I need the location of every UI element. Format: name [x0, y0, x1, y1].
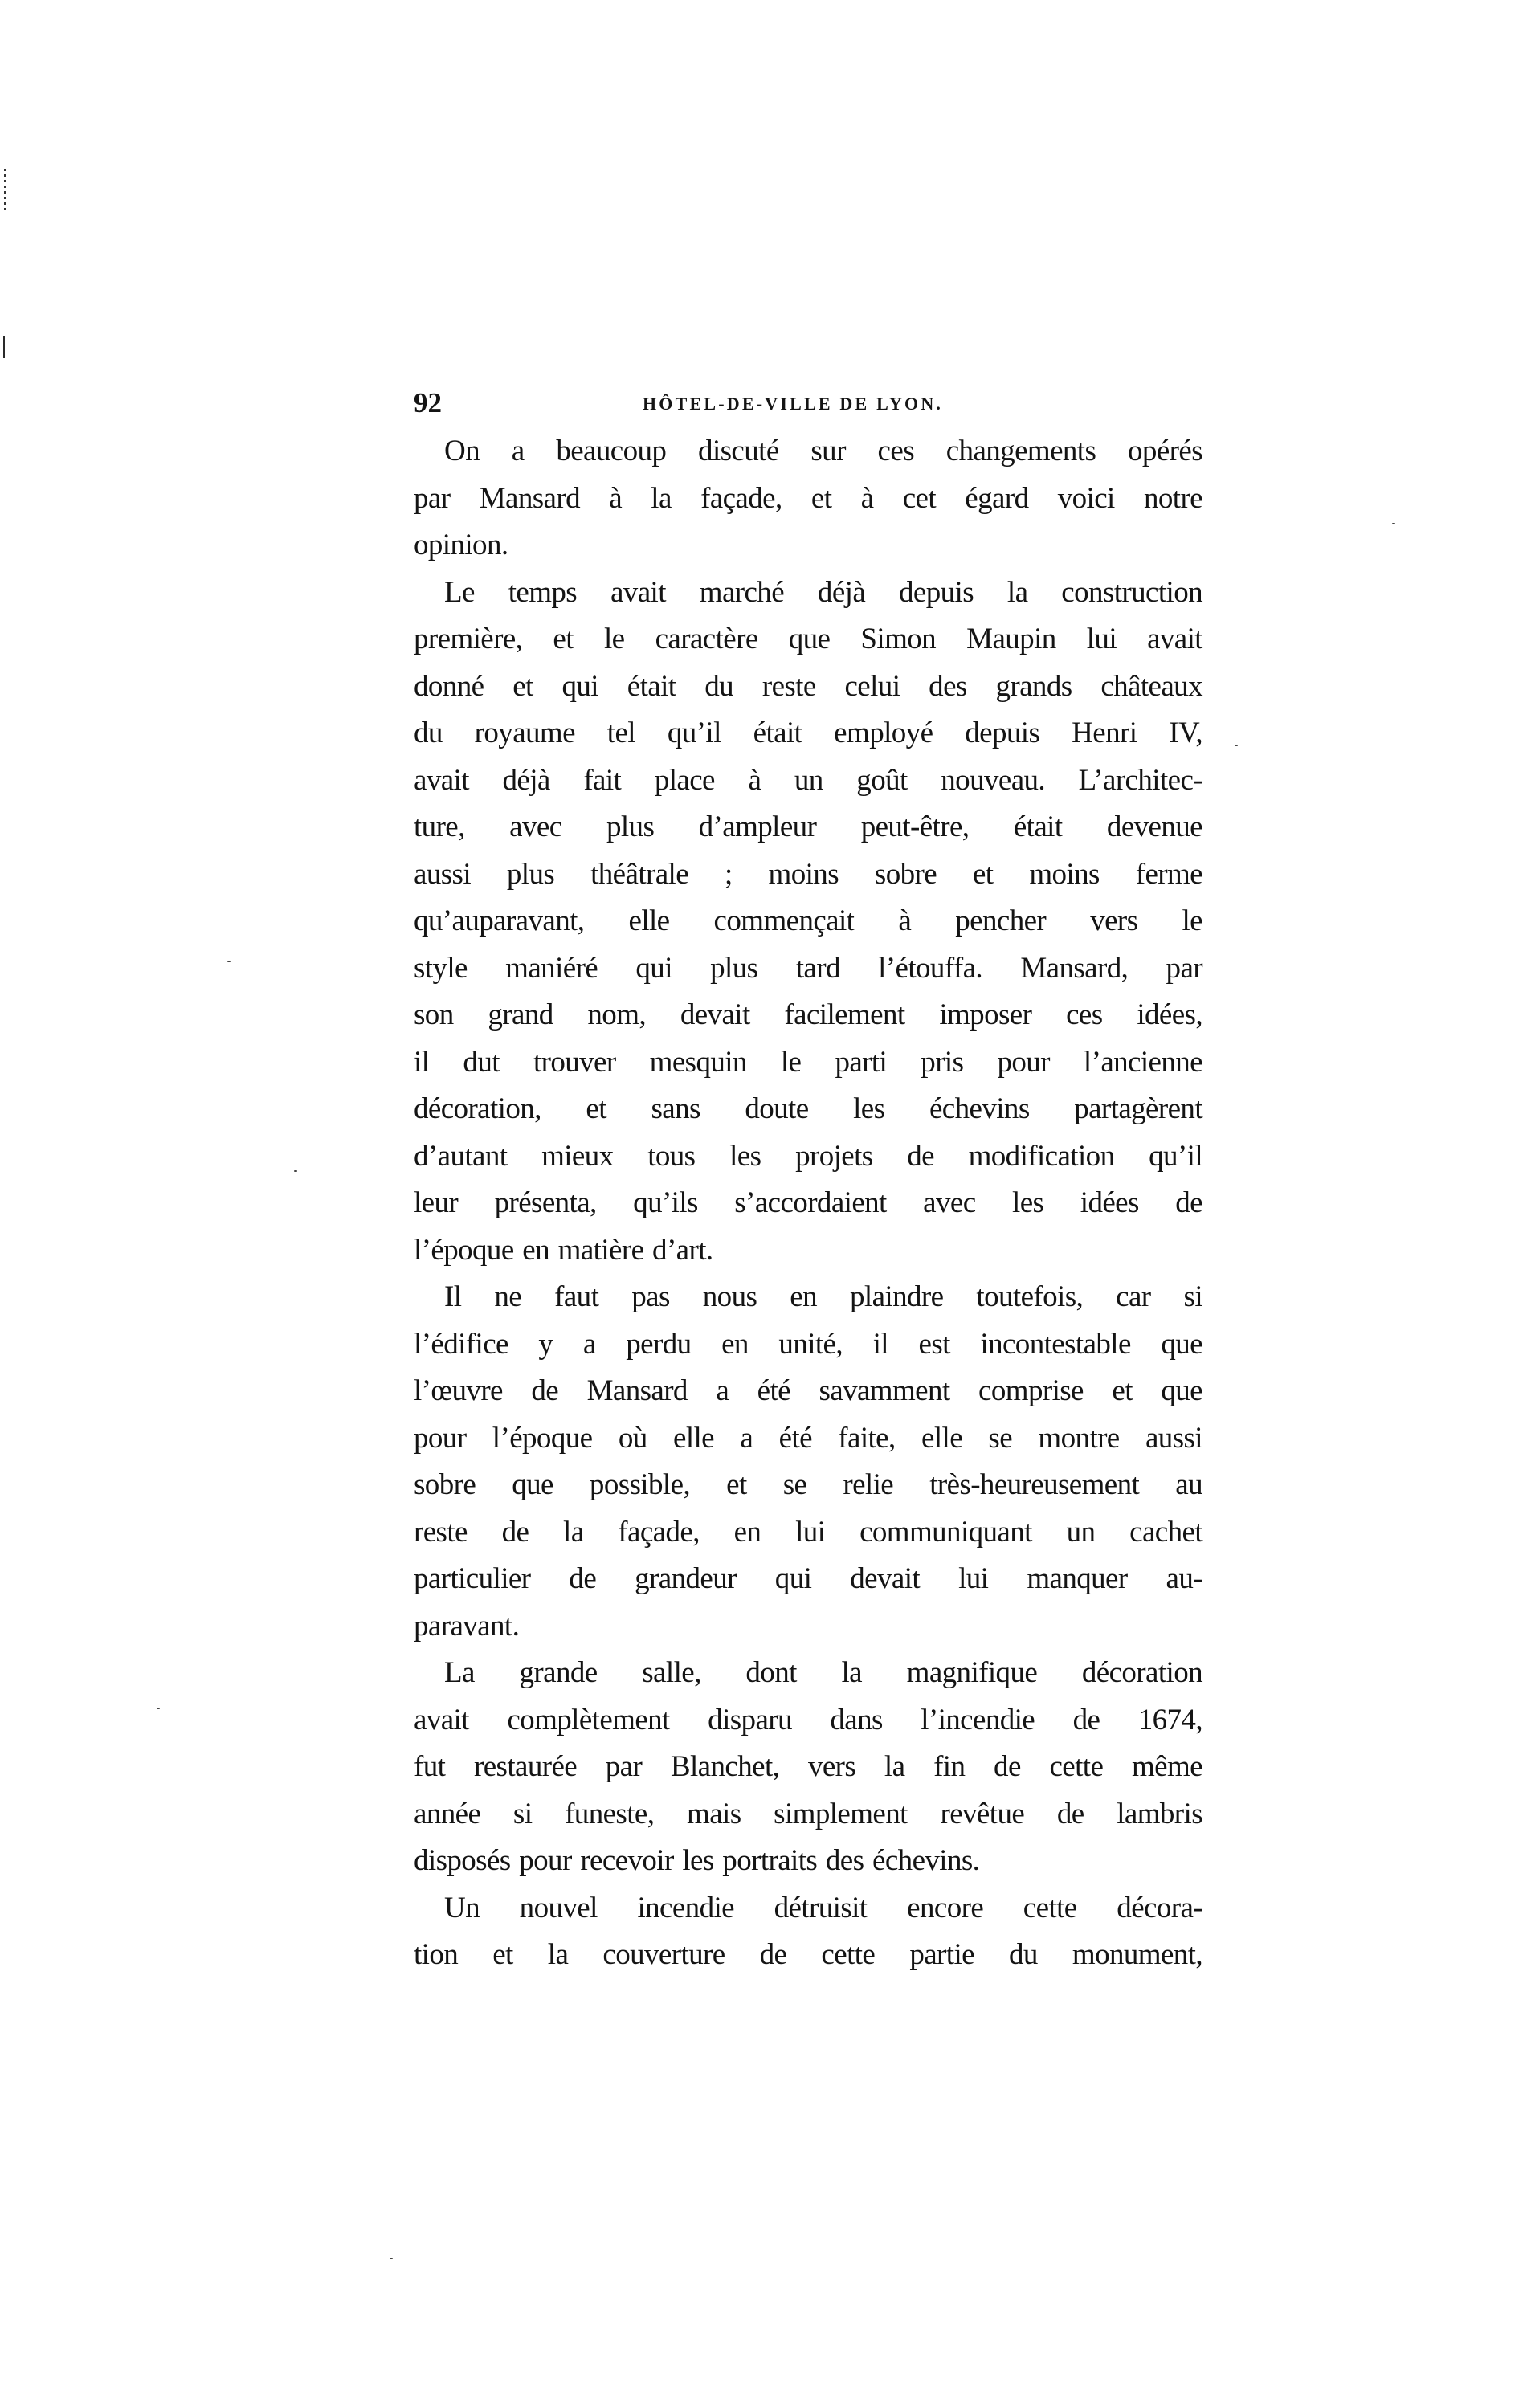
text-line: avait complètement disparu dans l’incendie de 1674,	[414, 1703, 1202, 1737]
scan-speck	[390, 2258, 393, 2259]
text-line: style maniéré qui plus tard l’étouffa. Mansard, par	[414, 951, 1202, 985]
text-line: tion et la couverture de cette partie du monument,	[414, 1938, 1202, 1971]
scan-speck	[227, 961, 231, 962]
paragraph-4	[414, 1650, 1202, 1885]
text-line: La grande salle, dont la magnifique décoration	[444, 1656, 1202, 1689]
text-line: l’œuvre de Mansard a été savamment comprise et que	[414, 1374, 1202, 1407]
scan-speck	[1235, 745, 1238, 746]
paragraph-1	[414, 428, 1202, 569]
scan-speck	[1392, 523, 1395, 524]
text-line: Il ne faut pas nous en plaindre toutefois, car si	[444, 1280, 1202, 1313]
text-line: année si funeste, mais simplement revêtue de lambris	[414, 1797, 1202, 1830]
text-line: du royaume tel qu’il était employé depuis Henri IV,	[414, 716, 1202, 749]
text-line: paravant.	[414, 1609, 520, 1643]
text-line: Le temps avait marché déjà depuis la construction	[444, 575, 1202, 609]
text-line: son grand nom, devait facilement imposer ces idées,	[414, 998, 1202, 1031]
scan-speck	[294, 1170, 297, 1172]
text-line: On a beaucoup discuté sur ces changements opérés	[444, 435, 1202, 467]
text-line: pour l’époque où elle a été faite, elle se montre aussi	[414, 1421, 1202, 1455]
text-line: par Mansard à la façade, et à cet égard voici notre	[414, 481, 1202, 515]
body-text	[414, 428, 1202, 1979]
text-line: première, et le caractère que Simon Maupin lui avait	[414, 622, 1202, 655]
text-line: opinion.	[414, 529, 508, 561]
paragraph-2	[414, 569, 1202, 1275]
text-line: donné et qui était du reste celui des grands châteaux	[414, 669, 1202, 703]
scan-speck	[157, 1708, 160, 1709]
running-title: HÔTEL-DE-VILLE DE LYON.	[643, 394, 944, 414]
text-line: l’édifice y a perdu en unité, il est incontestable que	[414, 1327, 1202, 1361]
text-line: aussi plus théâtrale ; moins sobre et moins ferme	[414, 857, 1202, 891]
text-line: avait déjà fait place à un goût nouveau. L’architec-	[414, 763, 1202, 797]
page-number: 92	[414, 387, 442, 418]
paragraph-3	[414, 1274, 1202, 1650]
text-line: leur présenta, qu’ils s’accordaient avec les idées de	[414, 1186, 1202, 1219]
text-line: sobre que possible, et se relie très-heureusement au	[414, 1468, 1202, 1501]
text-line: l’époque en matière d’art.	[414, 1233, 713, 1267]
paragraph-5	[414, 1885, 1202, 1979]
text-line: fut restaurée par Blanchet, vers la fin de cette même	[414, 1750, 1202, 1783]
text-line: particulier de grandeur qui devait lui manquer au-	[414, 1562, 1202, 1595]
scan-artifact-dots	[4, 169, 6, 210]
running-head	[414, 387, 1202, 419]
scan-artifact-line	[3, 336, 5, 358]
text-line: disposés pour recevoir les portraits des échevins.	[414, 1844, 980, 1877]
text-line: qu’auparavant, elle commençait à pencher vers le	[414, 904, 1202, 937]
text-line: il dut trouver mesquin le parti pris pour l’ancienne	[414, 1045, 1202, 1079]
text-line: ture, avec plus d’ampleur peut-être, était devenue	[414, 810, 1202, 843]
text-line: d’autant mieux tous les projets de modification qu’il	[414, 1139, 1202, 1173]
text-line: Un nouvel incendie détruisit encore cette décora-	[444, 1891, 1202, 1924]
text-line: reste de la façade, en lui communiquant un cachet	[414, 1515, 1202, 1549]
text-line: décoration, et sans doute les échevins partagèrent	[414, 1092, 1202, 1125]
